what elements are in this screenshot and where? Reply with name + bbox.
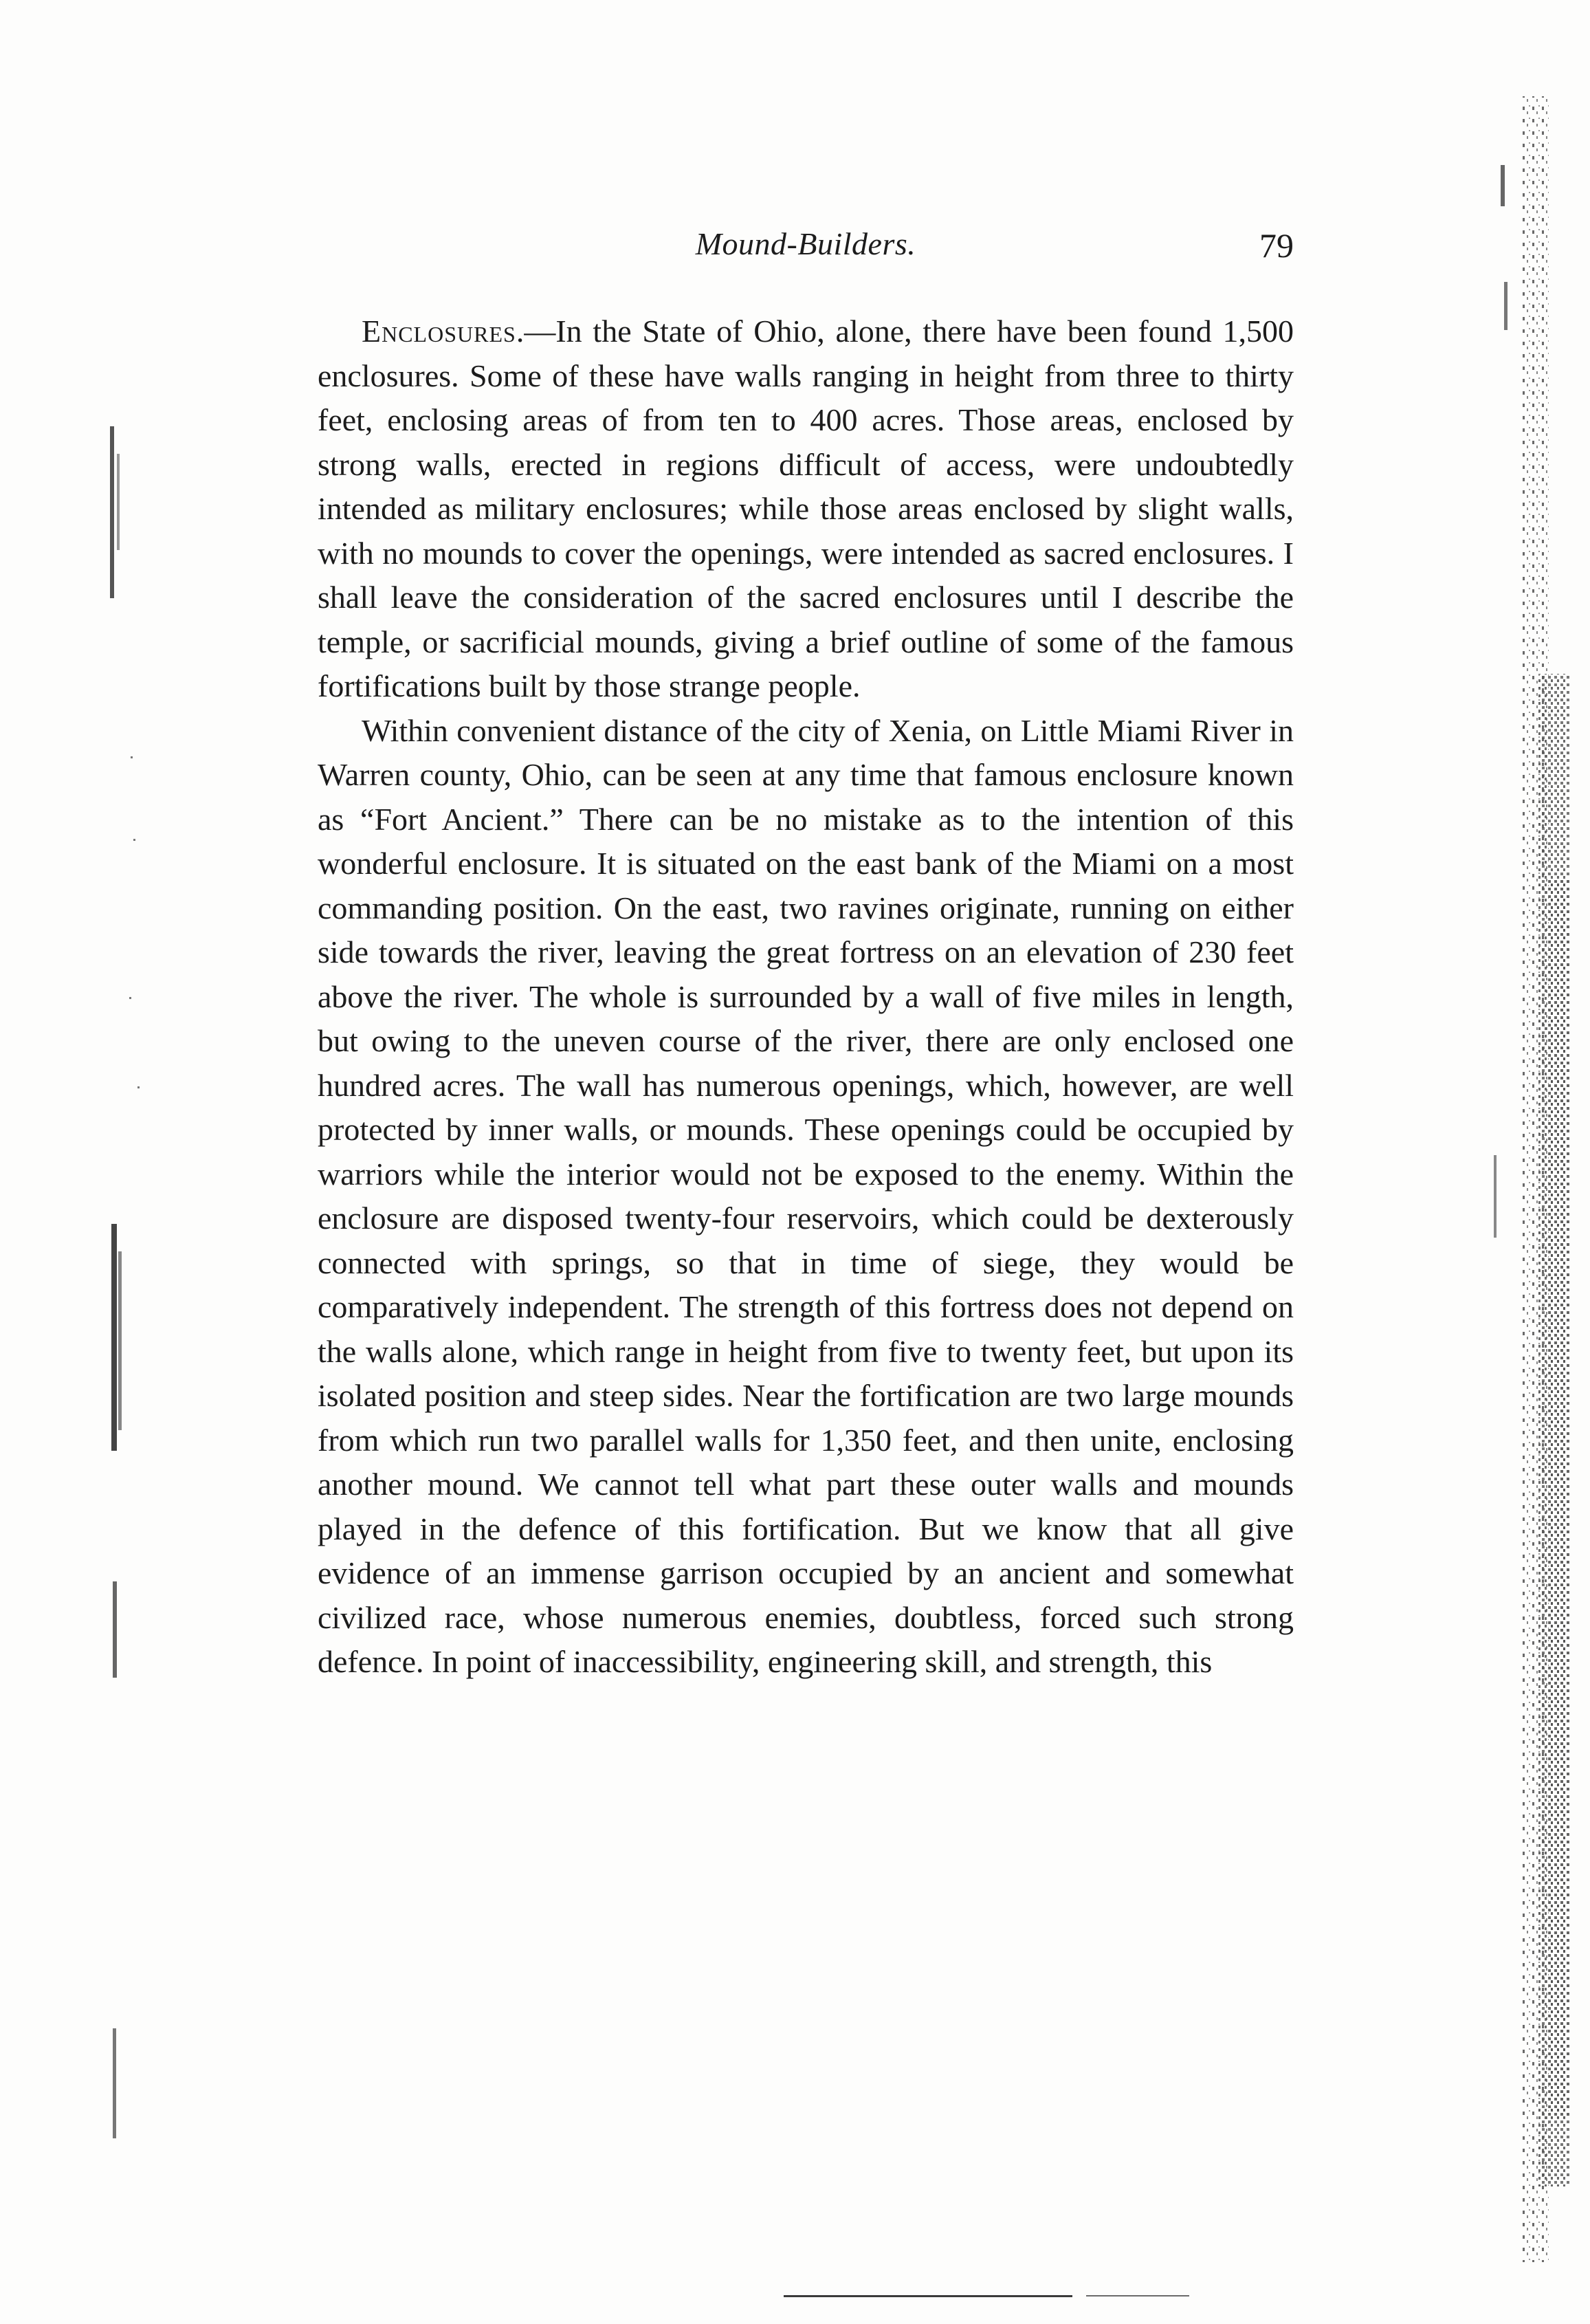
body-text [318,309,1294,1685]
paragraph-fort-ancient: Within convenient distance of the city of Xenia, on Little Miami River in Warren county, Ohio, can be seen at any time that famous enclosure known as “Fort Ancient.” There can be no mistake as to the intention of this wonderful enclosure. It is situated on the east bank of the Miami on a most commanding position. On the east, two ravines originate, running on either side towards the river, leaving the great fortress on an elevation of 230 feet above the river. The whole is surrounded by a wall of five miles in length, but owing to the uneven course of the river, there are only enclosed one hundred acres. The wall has numerous openings, which, however, are well protected by inner walls, or mounds. These openings could be occupied by warriors while the interior would not be exposed to the enemy. Within the enclosure are disposed twenty-four reservoirs, which could be dexterously connected with springs, so that in time of siege, they would be comparatively independent. The strength of this fortress does not depend on the walls alone, which range in height from five to twenty feet, but upon its isolated position and steep sides. Near the fortification are two large mounds from which run two parallel walls for 1,350 feet, and then unite, enclosing another mound. We cannot tell what part these outer walls and mounds played in the defence of this fortification. But we know that all give evidence of an immense garrison occupied by an ancient and somewhat civilized race, whose numerous enemies, doubtless, forced such strong defence. In point of inaccessibility, engineering skill, and strength, this [318,712,1294,1679]
paragraph-text: .—In the State of Ohio, alone, there have been found 1,500 enclosures. Some of these have walls ranging in height from three to thirty feet, enclosing areas of from ten to 400 acres. Those areas, enclosed by strong walls, erected in regions difficult of access, were undoubtedly intended as military enclosures; while those areas enclosed by slight walls, with no mounds to cover the openings, were intended as sacred enclosures. I shall leave the consideration of the sacred enclosures until I describe the temple, or sacrificial mounds, giving a brief outline of some of the famous fortifications built by those strange people. [318,314,1294,703]
left-margin-artifact [103,413,165,2269]
scan-edge-artifact [1473,55,1576,2290]
page-header [318,226,1294,281]
bottom-rule [784,2295,1072,2297]
bottom-rule-secondary [1086,2295,1189,2296]
page-number: 79 [1259,226,1294,265]
section-lead: Enclosures [362,314,516,349]
paragraph-enclosures [318,309,1294,709]
running-title: Mound-Builders. [695,226,916,261]
